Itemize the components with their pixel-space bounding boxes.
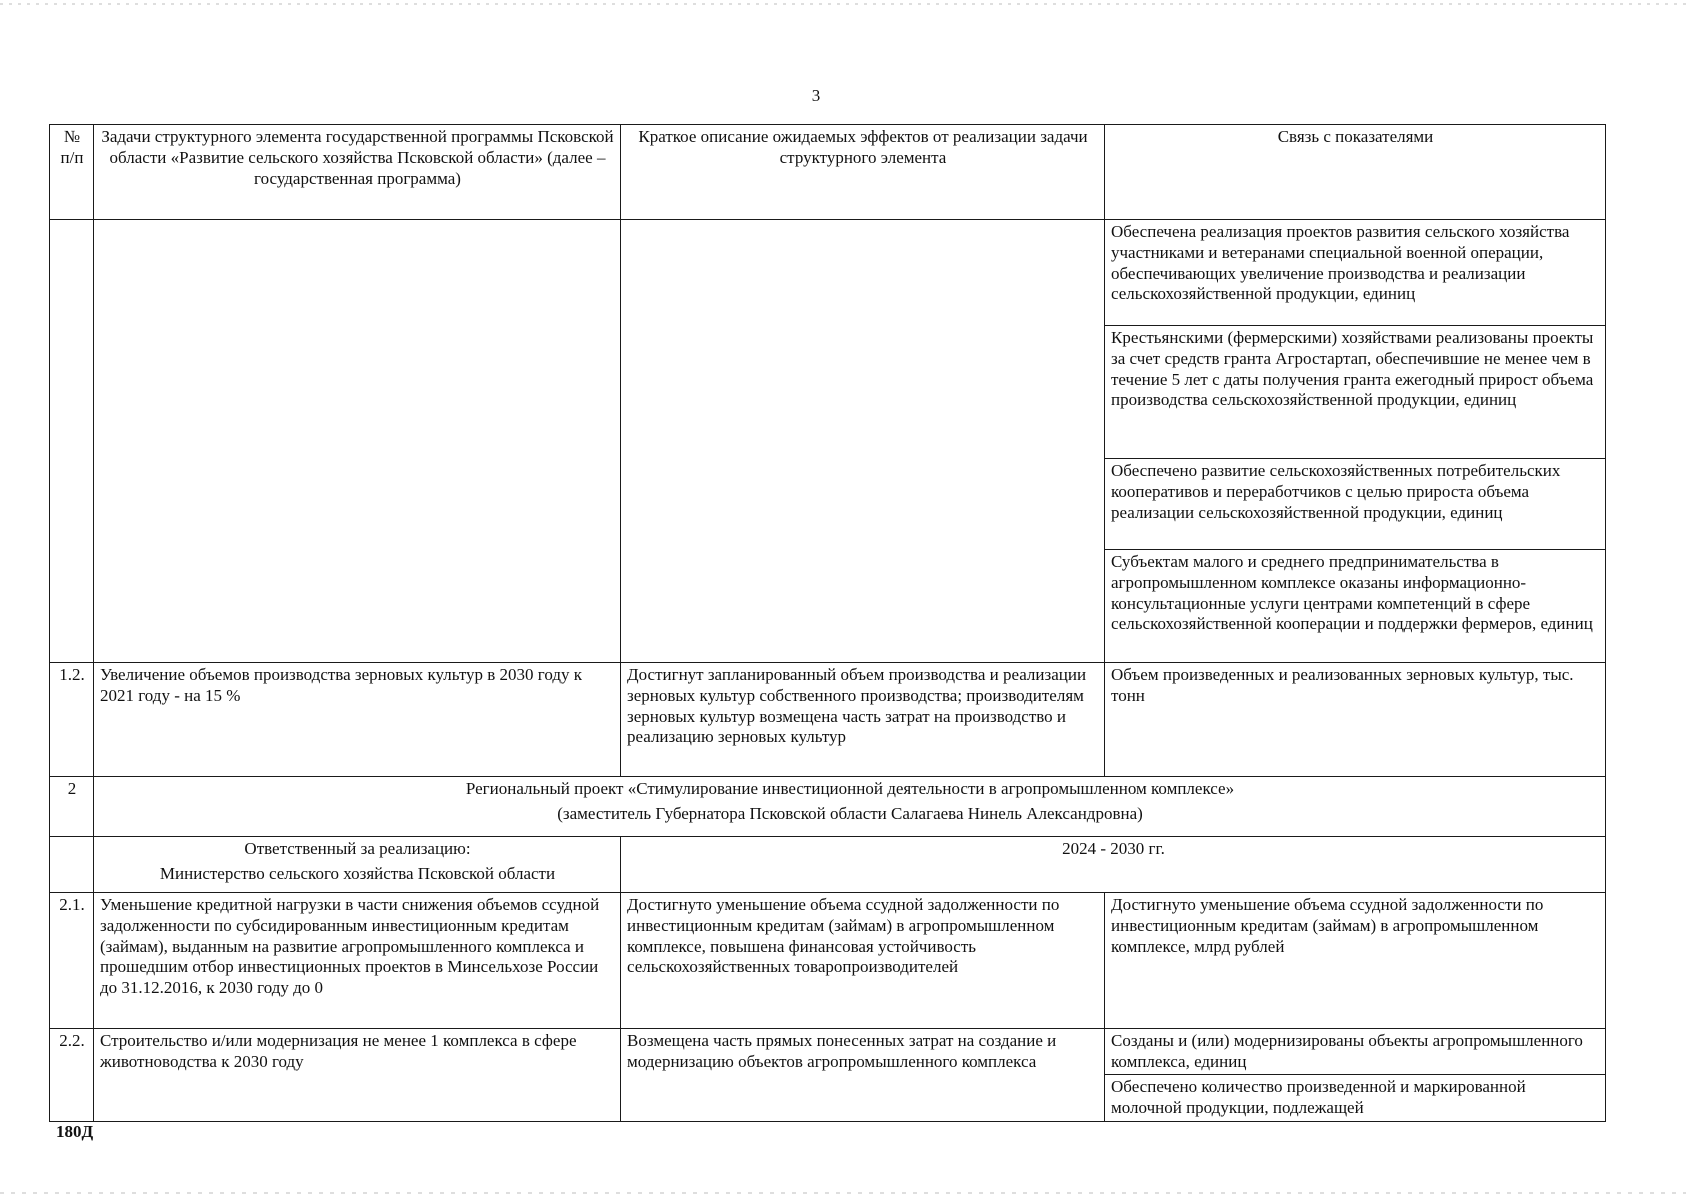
section-title-row	[50, 777, 1606, 837]
indicator-cell: Обеспечено развитие сельскохозяйственных потребительских кооперативов и переработчиков с целью прироста объема реализации сельскохозяйственной продукции, единиц	[1105, 459, 1606, 550]
indicator-cell: Созданы и (или) модернизированы объекты агропромышленного комплекса, единиц	[1105, 1029, 1606, 1075]
scan-edge-bottom	[0, 1192, 1686, 1194]
indicator-cell: Обеспечено количество произведенной и маркированной молочной продукции, подлежащей	[1105, 1075, 1606, 1122]
indicator-cell: Крестьянскими (фермерскими) хозяйствами реализованы проекты за счет средств гранта Агростартап, обеспечившие не менее чем в течение 5 лет с даты получения гранта ежегодный прирост объема производства сельскохозяйственной продукции, единиц	[1105, 326, 1606, 459]
task-cell: Увеличение объемов производства зерновых культур в 2030 году к 2021 году - на 15 %	[94, 663, 621, 777]
row-num: 1.2.	[50, 663, 94, 777]
table-row	[50, 663, 1606, 777]
responsible-ministry: Министерство сельского хозяйства Псковской области	[159, 863, 556, 883]
effect-cell: Достигнуто уменьшение объема ссудной задолженности по инвестиционным кредитам (займам) в агропромышленном комплексе, повышена финансовая устойчивость сельскохозяйственных товаропроизводителей	[621, 893, 1105, 1029]
table-row	[50, 220, 1606, 326]
continuation-num-cell	[50, 220, 94, 663]
indicator-cell: Субъектам малого и среднего предпринимательства в агропромышленном комплексе оказаны информационно-консультационные услуги центрами компетенций в сфере сельскохозяйственной кооперации и поддержки фермеров, единиц	[1105, 550, 1606, 663]
header-tasks: Задачи структурного элемента государственной программы Псковской области «Развитие сельского хозяйства Псковской области» (далее – государственная программа)	[94, 125, 621, 220]
task-cell: Уменьшение кредитной нагрузки в части снижения объемов ссудной задолженности по субсидированным инвестиционным кредитам (займам), выданным на развитие агропромышленного комплекса и прошедшим отбор инвестиционных проектов в Минсельхозе России до 31.12.2016, к 2030 году до 0	[94, 893, 621, 1029]
continuation-effect-cell	[621, 220, 1105, 663]
section-num: 2	[50, 777, 94, 837]
header-effects: Краткое описание ожидаемых эффектов от реализации задачи структурного элемента	[621, 125, 1105, 220]
effect-cell: Возмещена часть прямых понесенных затрат на создание и модернизацию объектов агропромышленного комплекса	[621, 1029, 1105, 1122]
row-num: 2.2.	[50, 1029, 94, 1122]
section-meta-num-cell	[50, 837, 94, 893]
row-num: 2.1.	[50, 893, 94, 1029]
section-title: Региональный проект «Стимулирование инвестиционной деятельности в агропромышленном комплексе»	[465, 779, 1235, 798]
continuation-task-cell	[94, 220, 621, 663]
responsible-cell	[94, 837, 621, 893]
table-row	[50, 1029, 1606, 1075]
indicator-cell: Объем произведенных и реализованных зерновых культур, тыс. тонн	[1105, 663, 1606, 777]
scan-edge-top	[0, 3, 1686, 5]
indicator-cell: Достигнуто уменьшение объема ссудной задолженности по инвестиционным кредитам (займам) в агропромышленном комплексе, млрд рублей	[1105, 893, 1606, 1029]
section-meta-row	[50, 837, 1606, 893]
period-cell: 2024 - 2030 гг.	[621, 837, 1606, 893]
section-curator: (заместитель Губернатора Псковской области Салагаева Нинель Александровна)	[557, 803, 1143, 823]
effect-cell: Достигнут запланированный объем производства и реализации зерновых культур собственного производства; производителям зерновых культур возмещена часть затрат на производство и реализацию зерновых культур	[621, 663, 1105, 777]
program-table	[49, 124, 1606, 1122]
document-code: 180Д	[56, 1122, 94, 1141]
task-cell: Строительство и/или модернизация не менее 1 комплекса в сфере животноводства к 2030 году	[94, 1029, 621, 1122]
header-indicators: Связь с показателями	[1105, 125, 1606, 220]
section-title-cell	[94, 777, 1606, 837]
header-num: № п/п	[50, 125, 94, 220]
table-header-row	[50, 125, 1606, 220]
table-row	[50, 893, 1606, 1029]
responsible-label: Ответственный за реализацию:	[244, 839, 471, 858]
indicator-cell: Обеспечена реализация проектов развития сельского хозяйства участниками и ветеранами специальной военной операции, обеспечивающих увеличение производства и реализации сельскохозяйственной продукции, единиц	[1105, 220, 1606, 326]
page-number: 3	[811, 86, 821, 105]
